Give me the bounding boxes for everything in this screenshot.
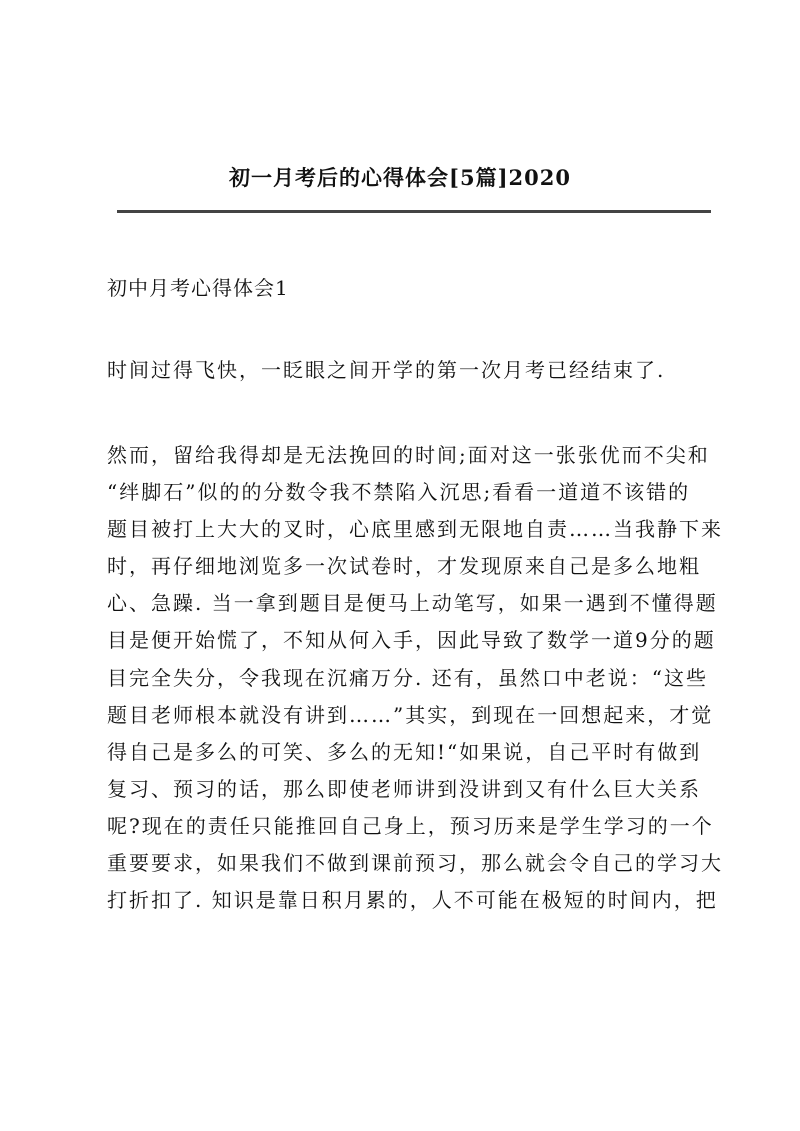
paragraph-line: “绊脚石”似的的分数令我不禁陷入沉思;看看一道道不该错的	[107, 480, 691, 505]
paragraph-line: 题目被打上大大的叉时，心底里感到无限地自责……当我静下来	[107, 517, 723, 542]
paragraph-line: 呢?现在的责任只能推回自己身上，预习历来是学生学习的一个	[107, 813, 714, 838]
paragraph-2	[107, 437, 723, 919]
paragraph-line: 目是便开始慌了，不知从何入手，因此导致了数学一道9分的题	[107, 628, 716, 653]
paragraph-line: 复习、预习的话，那么即使老师讲到没讲到又有什么巨大关系	[107, 776, 701, 801]
paragraph-line: 心、急躁. 当一拿到题目是便马上动笔写，如果一遇到不懂得题	[107, 591, 718, 616]
section-heading: 初中月考心得体会1	[107, 276, 289, 300]
paragraph-1: 时间过得飞快，一眨眼之间开学的第一次月考已经结束了.	[107, 358, 666, 382]
title-underline	[117, 210, 711, 213]
paragraph-line: 题目老师根本就没有讲到……”其实，到现在一回想起来，才觉	[107, 702, 714, 727]
paragraph-line: 得自己是多么的可笑、多么的无知!“如果说，自己平时有做到	[107, 739, 702, 764]
paragraph-line: 然而，留给我得却是无法挽回的时间;面对这一张张优而不尖和	[107, 443, 710, 467]
paragraph-line: 目完全失分，令我现在沉痛万分. 还有，虽然口中老说：“这些	[107, 665, 708, 690]
paragraph-line: 重要要求，如果我们不做到课前预习，那么就会令自己的学习大	[107, 851, 723, 876]
paragraph-line: 时，再仔细地浏览多一次试卷时，才发现原来自己是多么地粗	[107, 554, 701, 579]
paragraph-line: 打折扣了. 知识是靠日积月累的，人不可能在极短的时间内，把	[107, 888, 718, 913]
document-title: 初一月考后的心得体会[5篇]2020	[229, 165, 571, 190]
